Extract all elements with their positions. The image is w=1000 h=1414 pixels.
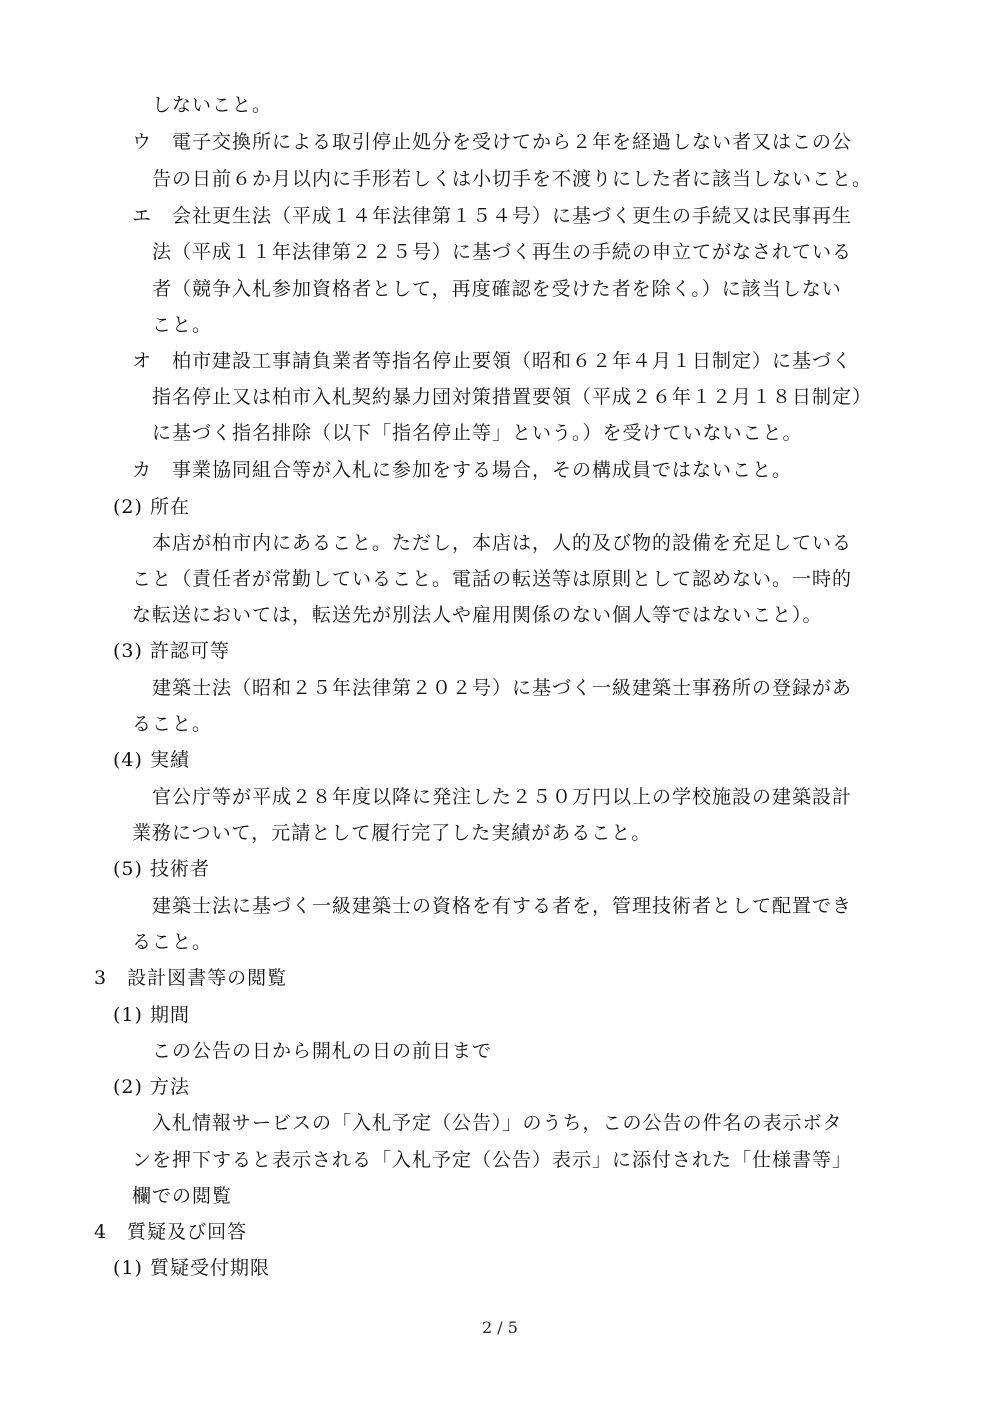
text-line: 法（平成１１年法律第２２５号）に基づく再生の手続の申立てがなされている bbox=[152, 241, 853, 263]
text-line: ること。 bbox=[132, 713, 213, 735]
text-line: ンを押下すると表示される「入札予定（公告）表示」に添付された「仕様書等」 bbox=[132, 1149, 853, 1171]
chapter-heading: 3 設計図書等の閲覧 bbox=[94, 967, 288, 989]
text-line: この公告の日から開札の日の前日まで bbox=[152, 1040, 493, 1062]
text-line: 入札情報サービスの「入札予定（公告）」のうち，この公告の件名の表示ボタ bbox=[152, 1112, 843, 1134]
text-line: 官公庁等が平成２８年度以降に発注した２５０万円以上の学校施設の建築設計 bbox=[152, 786, 853, 808]
section-heading: (2) 方法 bbox=[113, 1076, 190, 1098]
text-line: こと。 bbox=[152, 314, 213, 336]
text-line: な転送においては，転送先が別法人や雇用関係のない個人等ではないこと）。 bbox=[132, 604, 823, 626]
text-line: 指名停止又は柏市入札契約暴力団対策措置要領（平成２６年１２月１８日制定） bbox=[152, 386, 873, 408]
list-item-e: エ 会社更生法（平成１４年法律第１５４号）に基づく更生の手続又は民事再生 bbox=[132, 205, 853, 227]
text-line: 建築士法に基づく一級建築士の資格を有する者を，管理技術者として配置でき bbox=[152, 895, 853, 917]
text-line: こと（責任者が常勤していること。電話の転送等は原則として認めない。一時的 bbox=[132, 568, 853, 590]
section-heading: (4) 実績 bbox=[113, 749, 190, 771]
list-item-ka: カ 事業協同組合等が入札に参加をする場合，その構成員ではないこと。 bbox=[132, 459, 793, 481]
list-item-u: ウ 電子交換所による取引停止処分を受けてから２年を経過しない者又はこの公 bbox=[132, 131, 853, 153]
section-heading: (2) 所在 bbox=[113, 496, 190, 518]
section-heading: (1) 質疑受付期限 bbox=[113, 1257, 270, 1279]
list-item-o: オ 柏市建設工事請負業者等指名停止要領（昭和６２年４月１日制定）に基づく bbox=[132, 350, 853, 372]
text-line: 業務について，元請として履行完了した実績があること。 bbox=[132, 822, 652, 844]
text-line: 建築士法（昭和２５年法律第２０２号）に基づく一級建築士事務所の登録があ bbox=[152, 677, 853, 699]
text-line: ること。 bbox=[132, 931, 213, 953]
section-heading: (3) 許認可等 bbox=[113, 640, 230, 662]
section-heading: (5) 技術者 bbox=[113, 858, 210, 880]
section-heading: (1) 期間 bbox=[113, 1004, 190, 1026]
text-line: しないこと。 bbox=[152, 94, 273, 116]
page-number: 2 / 5 bbox=[482, 1318, 518, 1337]
text-line: 者（競争入札参加資格者として，再度確認を受けた者を除く。）に該当しない bbox=[152, 278, 842, 300]
chapter-heading: 4 質疑及び回答 bbox=[94, 1221, 248, 1243]
text-line: 欄での閲覧 bbox=[132, 1185, 233, 1207]
text-line: 告の日前６か月以内に手形若しくは小切手を不渡りにした者に該当しないこと。 bbox=[152, 168, 873, 190]
text-line: 本店が柏市内にあること。ただし，本店は，人的及び物的設備を充足している bbox=[152, 532, 853, 554]
text-line: に基づく指名排除（以下「指名停止等」という。）を受けていないこと。 bbox=[152, 422, 803, 444]
